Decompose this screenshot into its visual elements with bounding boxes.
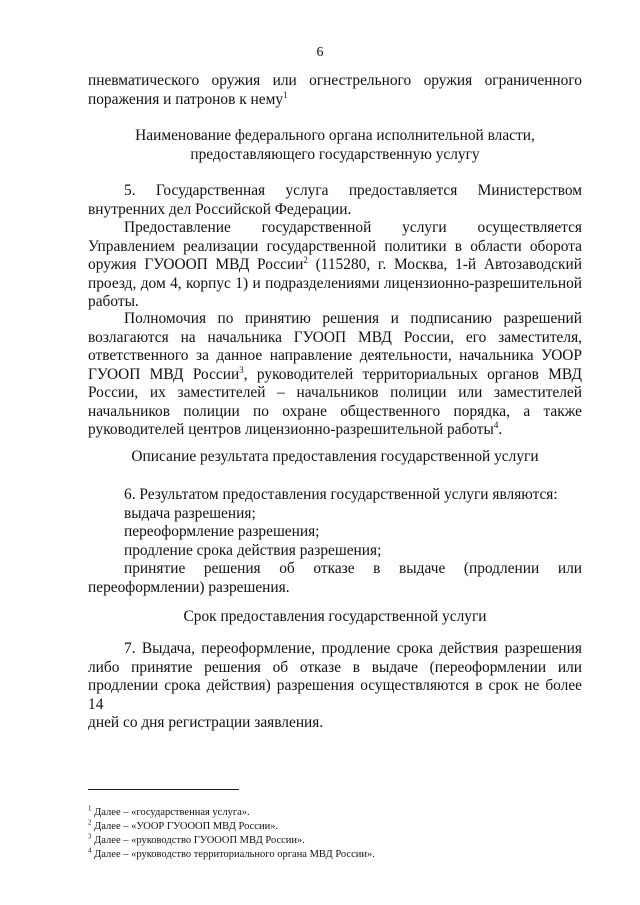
paragraph-5 [88,182,582,219]
continuation-paragraph [88,72,582,109]
heading-line: предоставляющего государственную услугу [190,145,480,163]
text-line [88,91,582,110]
footnote [88,848,582,862]
footnote-ref: 3 [239,364,244,375]
text-line: Управлением реализации государственной политики в области оборота [88,237,582,255]
section-heading-term [88,608,582,627]
footnote-text: Далее – «УООР ГУОООП МВД России». [91,821,279,832]
text-line: Полномочия по принятию решения и подписанию разрешений [124,310,582,327]
section-heading-authority [88,127,582,164]
text-fragment: , руководителей территориальных органов МВД [243,365,583,383]
footnote-separator [88,789,239,790]
text-line: возлагаются на начальника ГУООП МВД России, его заместителя, [88,328,582,346]
heading-line: Описание результата предоставления государственной услуги [131,448,539,465]
text-fragment: (115280, г. Москва, 1-й Автозаводский [307,256,582,273]
text-line: Предоставление государственной услуги осуществляется [124,219,582,236]
page-number: 6 [316,45,324,60]
text-line [88,421,582,440]
text-line: либо принятие решения об отказе в выдаче (переоформлении или [88,658,582,676]
footnote-number: 2 [88,818,92,827]
paragraph-6 [88,486,582,597]
footnote-text: Далее – «руководство территориального органа МВД России». [91,849,375,860]
text-fragment: поражения и патронов к нему [88,90,284,108]
section-heading-result [88,448,582,467]
text-fragment: ГУООП МВД России [88,365,240,383]
footnotes [88,806,582,862]
footnote-text: Далее – «государственная услуга». [91,807,250,818]
text-line: ответственного за данное направление деятельности, начальника УООР [88,347,582,364]
paragraph-5-provision [88,219,582,312]
text-fragment: оружия ГУОООП МВД России [88,256,304,273]
footnote-text: Далее – «руководство ГУОООП МВД России». [91,835,305,846]
text-line: 7. Выдача, переоформление, продление срока действия разрешения [124,640,582,657]
text-line: работы. [88,293,139,310]
list-item: принятие решения об отказе в выдаче (продлении или [124,560,582,577]
footnote-ref: 4 [493,419,499,430]
footnote-number: 1 [88,804,92,813]
paragraph-7 [88,640,582,733]
text-fragment: руководителей центров лицензионно-разрешительной работы [88,421,494,438]
footnote [88,820,582,834]
text-line: 5. Государственная услуга предоставляется Министерством [124,182,582,199]
text-line: 6. Результатом предоставления государственной услуги являются: [124,486,558,503]
text-line [88,256,582,275]
text-line: внутренних дел Российской Федерации. [88,200,352,218]
text-line: России, их заместителей – начальников полиции или заместителей [88,384,582,401]
heading-line: Срок предоставления государственной услуги [183,608,487,625]
text-line: начальников полиции по охране общественного порядка, а также [88,402,582,420]
footnote-number: 3 [88,832,92,841]
text-line: продлении срока действия) разрешения осуществляются в срок не более 14 [88,677,582,713]
text-fragment: . [498,421,503,438]
footnote [88,834,582,848]
list-item: выдача разрешения; [124,504,256,522]
text-line: пневматического оружия или огнестрельного оружия ограниченного [88,72,582,89]
footnote-number: 4 [88,846,92,855]
text-line: переоформлении) разрешения. [88,578,290,596]
heading-line: Наименование федерального органа исполнительной власти, [135,127,535,144]
paragraph-5-authority [88,310,582,440]
footnote-ref: 1 [283,89,288,100]
text-line: проезд, дом 4, корпус 1) и подразделениями лицензионно-разрешительной [88,274,582,292]
footnote [88,806,582,820]
footnote-ref: 2 [303,254,308,265]
text-line: дней со дня регистрации заявления. [88,714,324,731]
list-item: переоформление разрешения; [124,523,320,540]
list-item: продление срока действия разрешения; [124,541,382,559]
text-line [88,366,582,385]
